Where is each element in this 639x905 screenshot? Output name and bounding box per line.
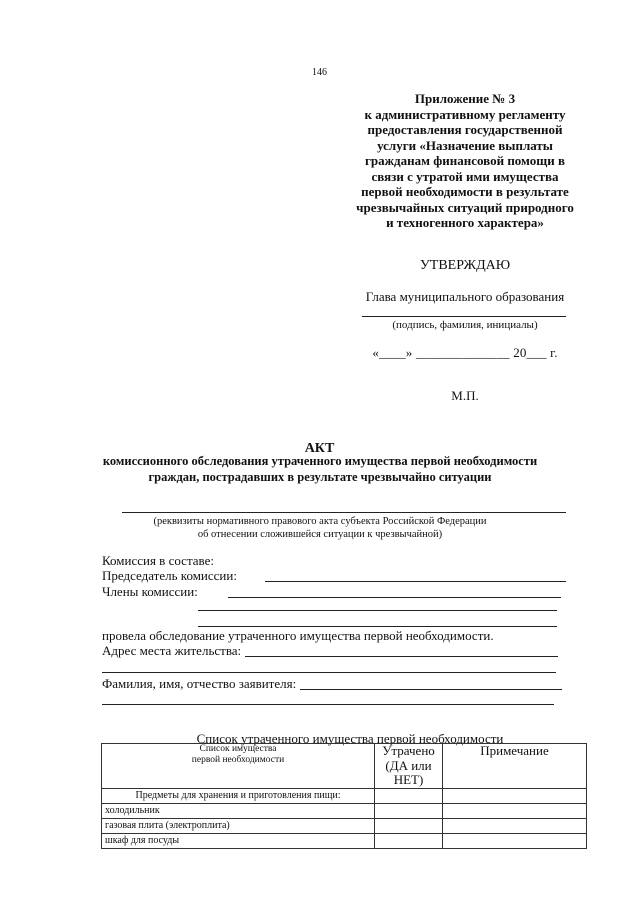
approval-position: Глава муниципального образования [365, 289, 565, 304]
appendix-header [340, 91, 590, 231]
appendix-line: связи с утратой ими имущества [371, 168, 559, 184]
signature-line [362, 316, 566, 317]
header-item-line: первой необходимости [191, 755, 285, 765]
note-cell [443, 833, 587, 848]
signature-caption: (подпись, фамилия, инициалы) [392, 319, 538, 331]
header-item [102, 744, 375, 789]
address-field-line [245, 656, 558, 657]
header-lost-line: Утрачено [382, 743, 435, 758]
appendix-line: гражданам финансовой помощи в [365, 153, 565, 168]
address-label: Адрес места жительства: [102, 643, 242, 658]
table-row [102, 818, 587, 833]
applicant-label: Фамилия, имя, отчество заявителя: [102, 676, 297, 691]
act-subtitle [80, 454, 560, 485]
members-field-line [228, 597, 561, 598]
chairman-label: Председатель комиссии: [102, 568, 237, 583]
applicant-field-line [300, 689, 562, 690]
lost-cell [375, 833, 443, 848]
header-note: Примечание [443, 744, 587, 789]
stamp-placeholder: М.П. [451, 388, 479, 403]
header-lost-line: (ДА или [385, 757, 432, 773]
item-cell: шкаф для посуды [102, 833, 375, 848]
lost-cell [375, 818, 443, 833]
header-item-line: Список имущества [199, 744, 277, 754]
item-cell: холодильник [102, 803, 375, 818]
appendix-line: услуги «Назначение выплаты [377, 137, 553, 153]
members-field-line [198, 610, 557, 611]
lost-cell [375, 788, 443, 803]
appendix-line: первой необходимости в результате [361, 184, 569, 199]
table-title: Список утраченного имущества первой необходимости [196, 731, 504, 746]
note-cell [443, 788, 587, 803]
address-field-line [102, 672, 556, 673]
table-header-row [102, 744, 587, 789]
appendix-line: к административному регламенту [364, 106, 566, 122]
lost-property-table [101, 743, 587, 849]
appendix-line: чрезвычайных ситуаций природного [356, 199, 574, 215]
act-title: АКТ [304, 441, 335, 456]
item-cell: газовая плита (электроплита) [102, 818, 375, 833]
table-row [102, 788, 587, 803]
note-cell [443, 818, 587, 833]
members-field-line [198, 626, 557, 627]
act-subtitle-line: граждан, пострадавших в результате чрезвычайно ситуации [148, 469, 492, 484]
commission-label: Комиссия в составе: [102, 553, 214, 568]
appendix-line: Приложение № 3 [414, 91, 516, 106]
header-lost [375, 744, 443, 789]
members-label: Члены комиссии: [102, 584, 198, 599]
table-row [102, 833, 587, 848]
note-cell [443, 803, 587, 818]
requisites-caption [100, 515, 540, 541]
requisites-caption-line: (реквизиты нормативного правового акта субъекта Российской Федерации [153, 516, 487, 527]
header-lost-line: НЕТ) [393, 772, 424, 787]
lost-cell [375, 803, 443, 818]
category-cell: Предметы для хранения и приготовления пищи: [102, 788, 375, 803]
page-number: 146 [312, 67, 327, 78]
approval-date: «____» ______________ 20___ г. [372, 345, 558, 360]
appendix-line: и техногенного характера» [386, 215, 544, 230]
table-row [102, 803, 587, 818]
chairman-field-line [265, 581, 566, 582]
act-subtitle-line: комиссионного обследования утраченного имущества первой необходимости [102, 454, 538, 468]
approval-title: УТВЕРЖДАЮ [419, 258, 511, 273]
appendix-line: предоставления государственной [367, 122, 563, 137]
requisites-line [122, 512, 566, 513]
inspection-text: провела обследование утраченного имущества первой необходимости. [102, 628, 494, 643]
requisites-caption-line: об отнесении сложившейся ситуации к чрезвычайной) [197, 529, 443, 540]
applicant-field-line [102, 704, 554, 705]
